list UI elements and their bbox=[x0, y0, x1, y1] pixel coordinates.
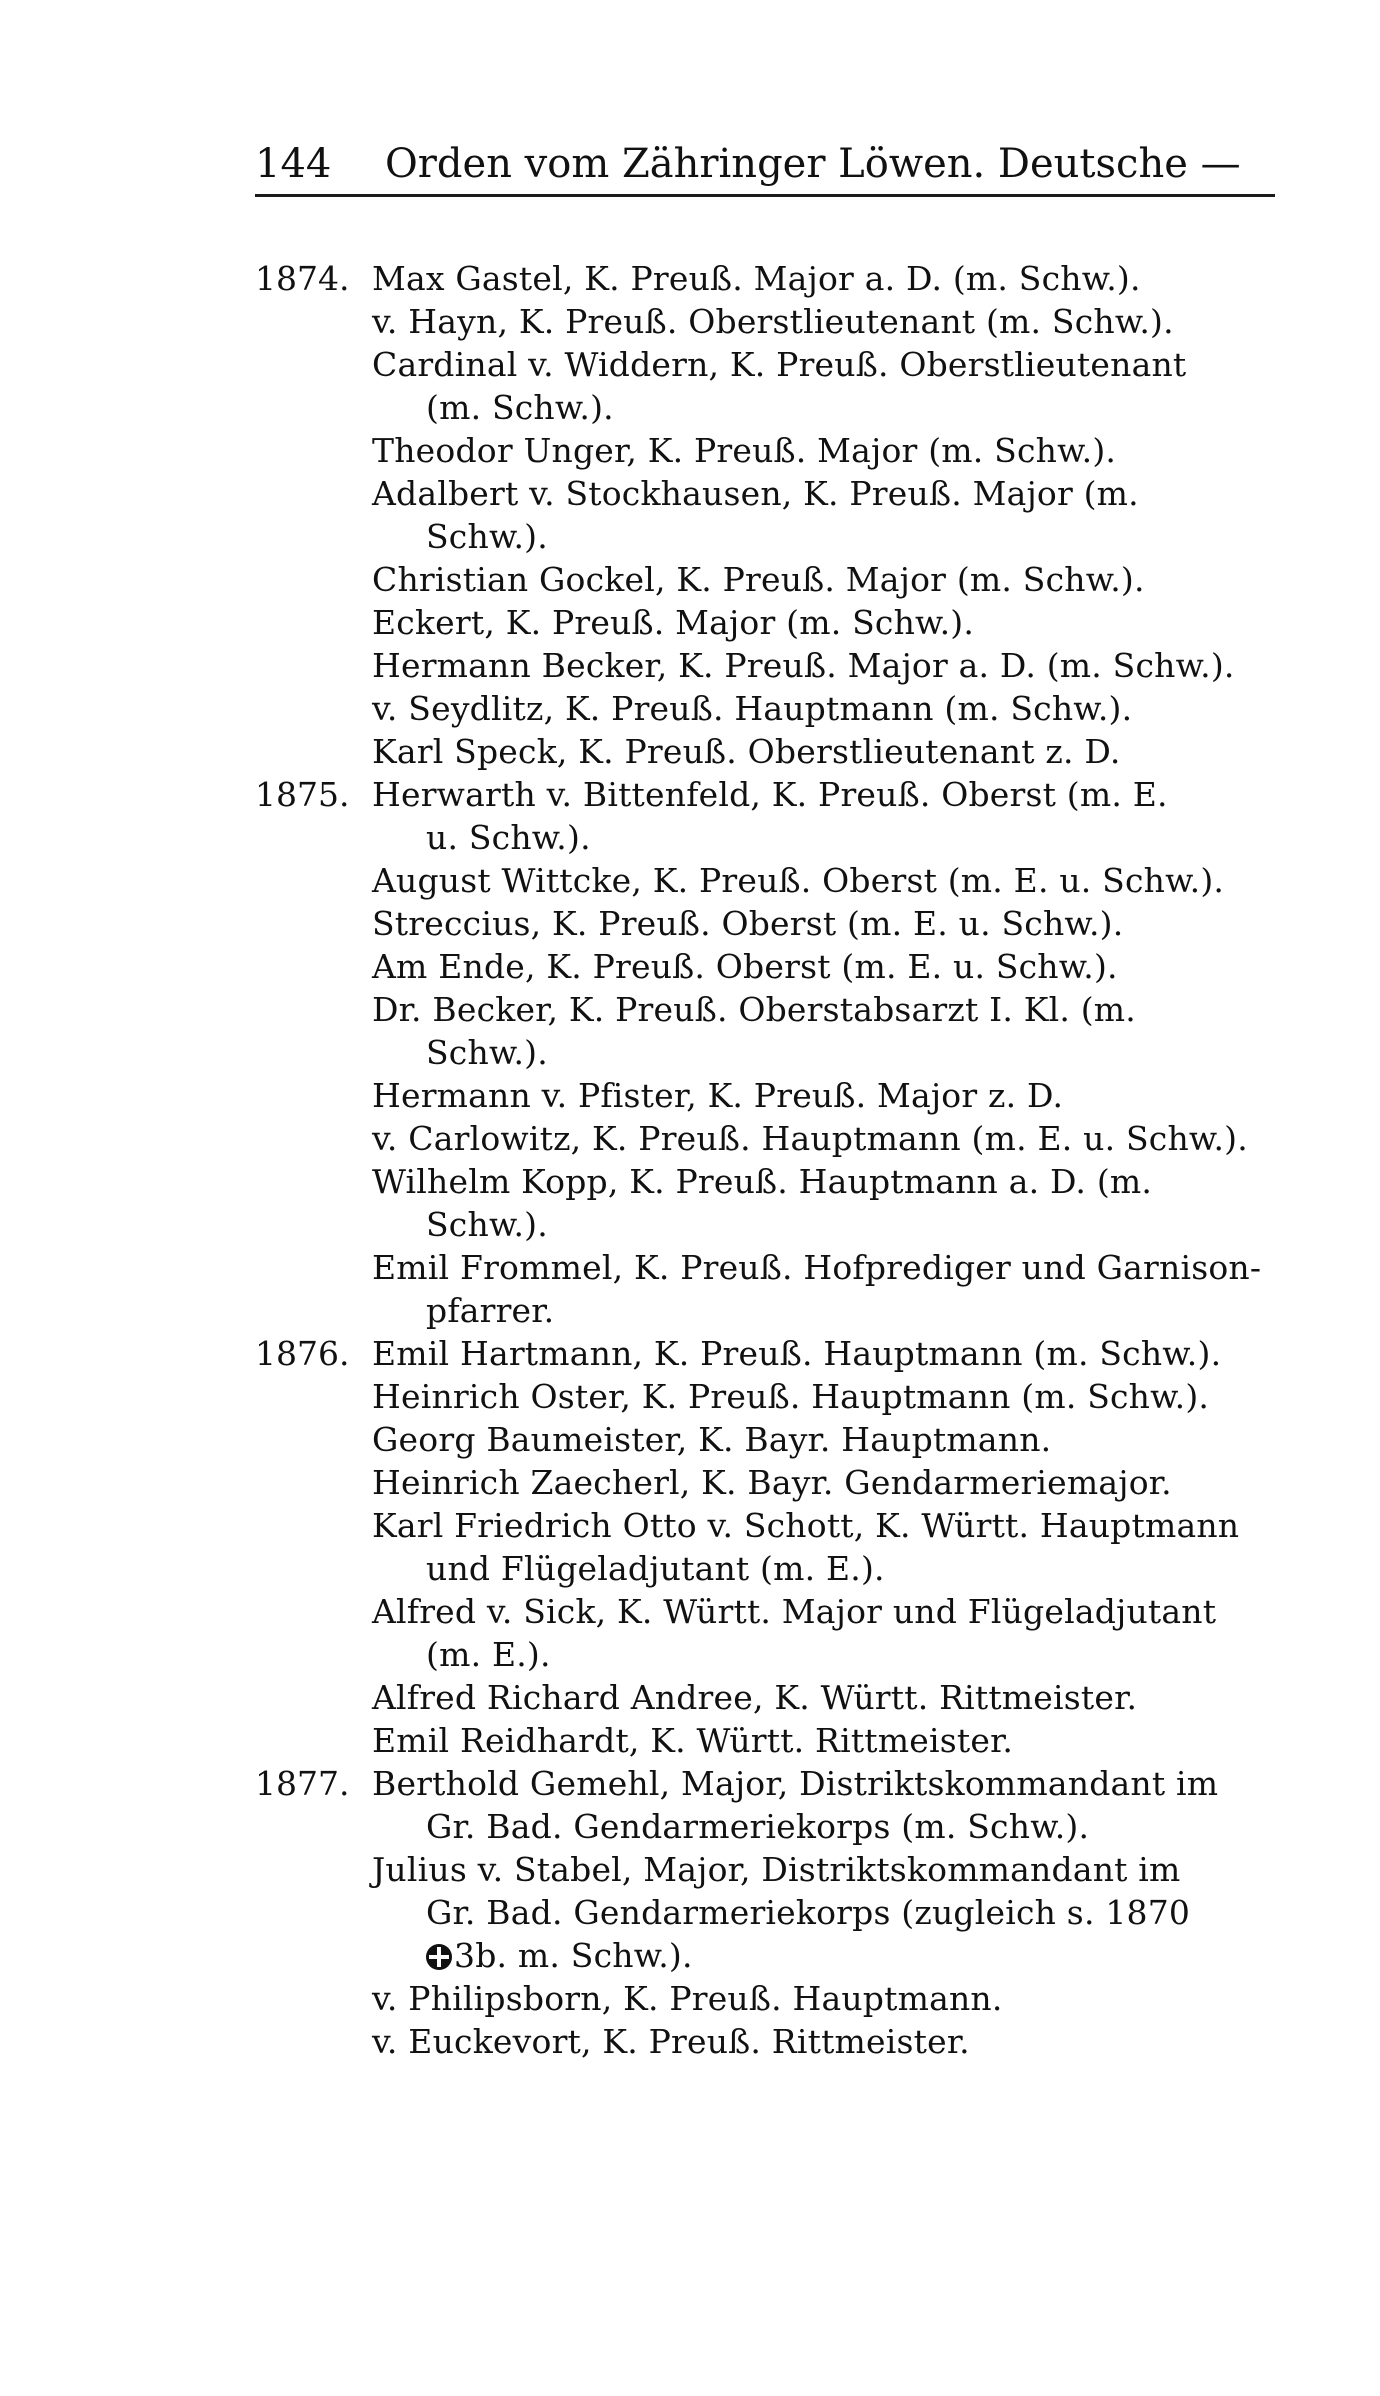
list-item: Wilhelm Kopp, K. Preuß. Hauptmann a. D. (m. bbox=[372, 1162, 1153, 1201]
list-item: Emil Hartmann, K. Preuß. Hauptmann (m. Schw.). bbox=[372, 1334, 1222, 1373]
page-header bbox=[255, 138, 1275, 197]
list-item: Julius v. Stabel, Major, Distriktskommandant im bbox=[372, 1850, 1181, 1889]
list-item: v. Hayn, K. Preuß. Oberstlieutenant (m. Schw.). bbox=[372, 302, 1174, 341]
list-item-continuation: u. Schw.). bbox=[426, 818, 591, 857]
year-1877: 1877. bbox=[255, 1764, 350, 1803]
list-item: Heinrich Zaecherl, K. Bayr. Gendarmeriemajor. bbox=[372, 1463, 1172, 1502]
cross-line-text: 3b. m. Schw.). bbox=[454, 1936, 693, 1975]
list-item: August Wittcke, K. Preuß. Oberst (m. E. u. Schw.). bbox=[372, 861, 1225, 900]
list-item: Karl Friedrich Otto v. Schott, K. Württ. Hauptmann bbox=[372, 1506, 1240, 1545]
list-item: Theodor Unger, K. Preuß. Major (m. Schw.). bbox=[372, 431, 1117, 470]
list-item: Am Ende, K. Preuß. Oberst (m. E. u. Schw.). bbox=[372, 947, 1118, 986]
list-item-continuation: Schw.). bbox=[426, 1033, 548, 1072]
list-item-continuation: und Flügeladjutant (m. E.). bbox=[426, 1549, 885, 1588]
list-item-continuation: pfarrer. bbox=[426, 1291, 555, 1330]
year-1875: 1875. bbox=[255, 775, 350, 814]
list-item: Heinrich Oster, K. Preuß. Hauptmann (m. Schw.). bbox=[372, 1377, 1210, 1416]
list-item: Karl Speck, K. Preuß. Oberstlieutenant z. D. bbox=[372, 732, 1121, 771]
list-item: Dr. Becker, K. Preuß. Oberstabsarzt I. Kl. (m. bbox=[372, 990, 1136, 1029]
page-number: 144 bbox=[255, 141, 332, 187]
list-item: Adalbert v. Stockhausen, K. Preuß. Major (m. bbox=[372, 474, 1139, 513]
list-item-continuation: Gr. Bad. Gendarmeriekorps (m. Schw.). bbox=[426, 1807, 1090, 1846]
list-item: Emil Frommel, K. Preuß. Hofprediger und Garnison- bbox=[372, 1248, 1262, 1287]
list-item: v. Seydlitz, K. Preuß. Hauptmann (m. Schw.). bbox=[372, 689, 1133, 728]
list-item: Emil Reidhardt, K. Württ. Rittmeister. bbox=[372, 1721, 1014, 1760]
year-1876: 1876. bbox=[255, 1334, 350, 1373]
list-item-continuation: Gr. Bad. Gendarmeriekorps (zugleich s. 1870 bbox=[426, 1893, 1191, 1932]
list-item: Streccius, K. Preuß. Oberst (m. E. u. Schw.). bbox=[372, 904, 1124, 943]
list-item: Alfred Richard Andree, K. Württ. Rittmeister. bbox=[372, 1678, 1138, 1717]
list-item: v. Carlowitz, K. Preuß. Hauptmann (m. E. u. Schw.). bbox=[372, 1119, 1248, 1158]
list-item: Max Gastel, K. Preuß. Major a. D. (m. Schw.). bbox=[372, 259, 1141, 298]
list-item: Eckert, K. Preuß. Major (m. Schw.). bbox=[372, 603, 975, 642]
list-item: Berthold Gemehl, Major, Distriktskommandant im bbox=[372, 1764, 1219, 1803]
list-item: Alfred v. Sick, K. Württ. Major und Flügeladjutant bbox=[372, 1592, 1217, 1631]
list-item: Georg Baumeister, K. Bayr. Hauptmann. bbox=[372, 1420, 1052, 1459]
list-item: Cardinal v. Widdern, K. Preuß. Oberstlieutenant bbox=[372, 345, 1187, 384]
list-item-continuation: (m. Schw.). bbox=[426, 388, 614, 427]
list-item: Herwarth v. Bittenfeld, K. Preuß. Oberst (m. E. bbox=[372, 775, 1168, 814]
list-item: Christian Gockel, K. Preuß. Major (m. Schw.). bbox=[372, 560, 1145, 599]
list-item-continuation: (m. E.). bbox=[426, 1635, 551, 1674]
list-item-continuation: Schw.). bbox=[426, 517, 548, 556]
list-item: Hermann v. Pfister, K. Preuß. Major z. D. bbox=[372, 1076, 1064, 1115]
list-item: v. Euckevort, K. Preuß. Rittmeister. bbox=[372, 2022, 970, 2061]
cross-icon bbox=[426, 1944, 452, 1970]
list-item: v. Philipsborn, K. Preuß. Hauptmann. bbox=[372, 1979, 1003, 2018]
list-item-continuation: Schw.). bbox=[426, 1205, 548, 1244]
year-1874: 1874. bbox=[255, 259, 350, 298]
list-item: Hermann Becker, K. Preuß. Major a. D. (m. Schw.). bbox=[372, 646, 1235, 685]
list-item-continuation bbox=[426, 1935, 693, 1977]
running-head: Orden vom Zähringer Löwen. Deutsche — bbox=[385, 141, 1241, 187]
